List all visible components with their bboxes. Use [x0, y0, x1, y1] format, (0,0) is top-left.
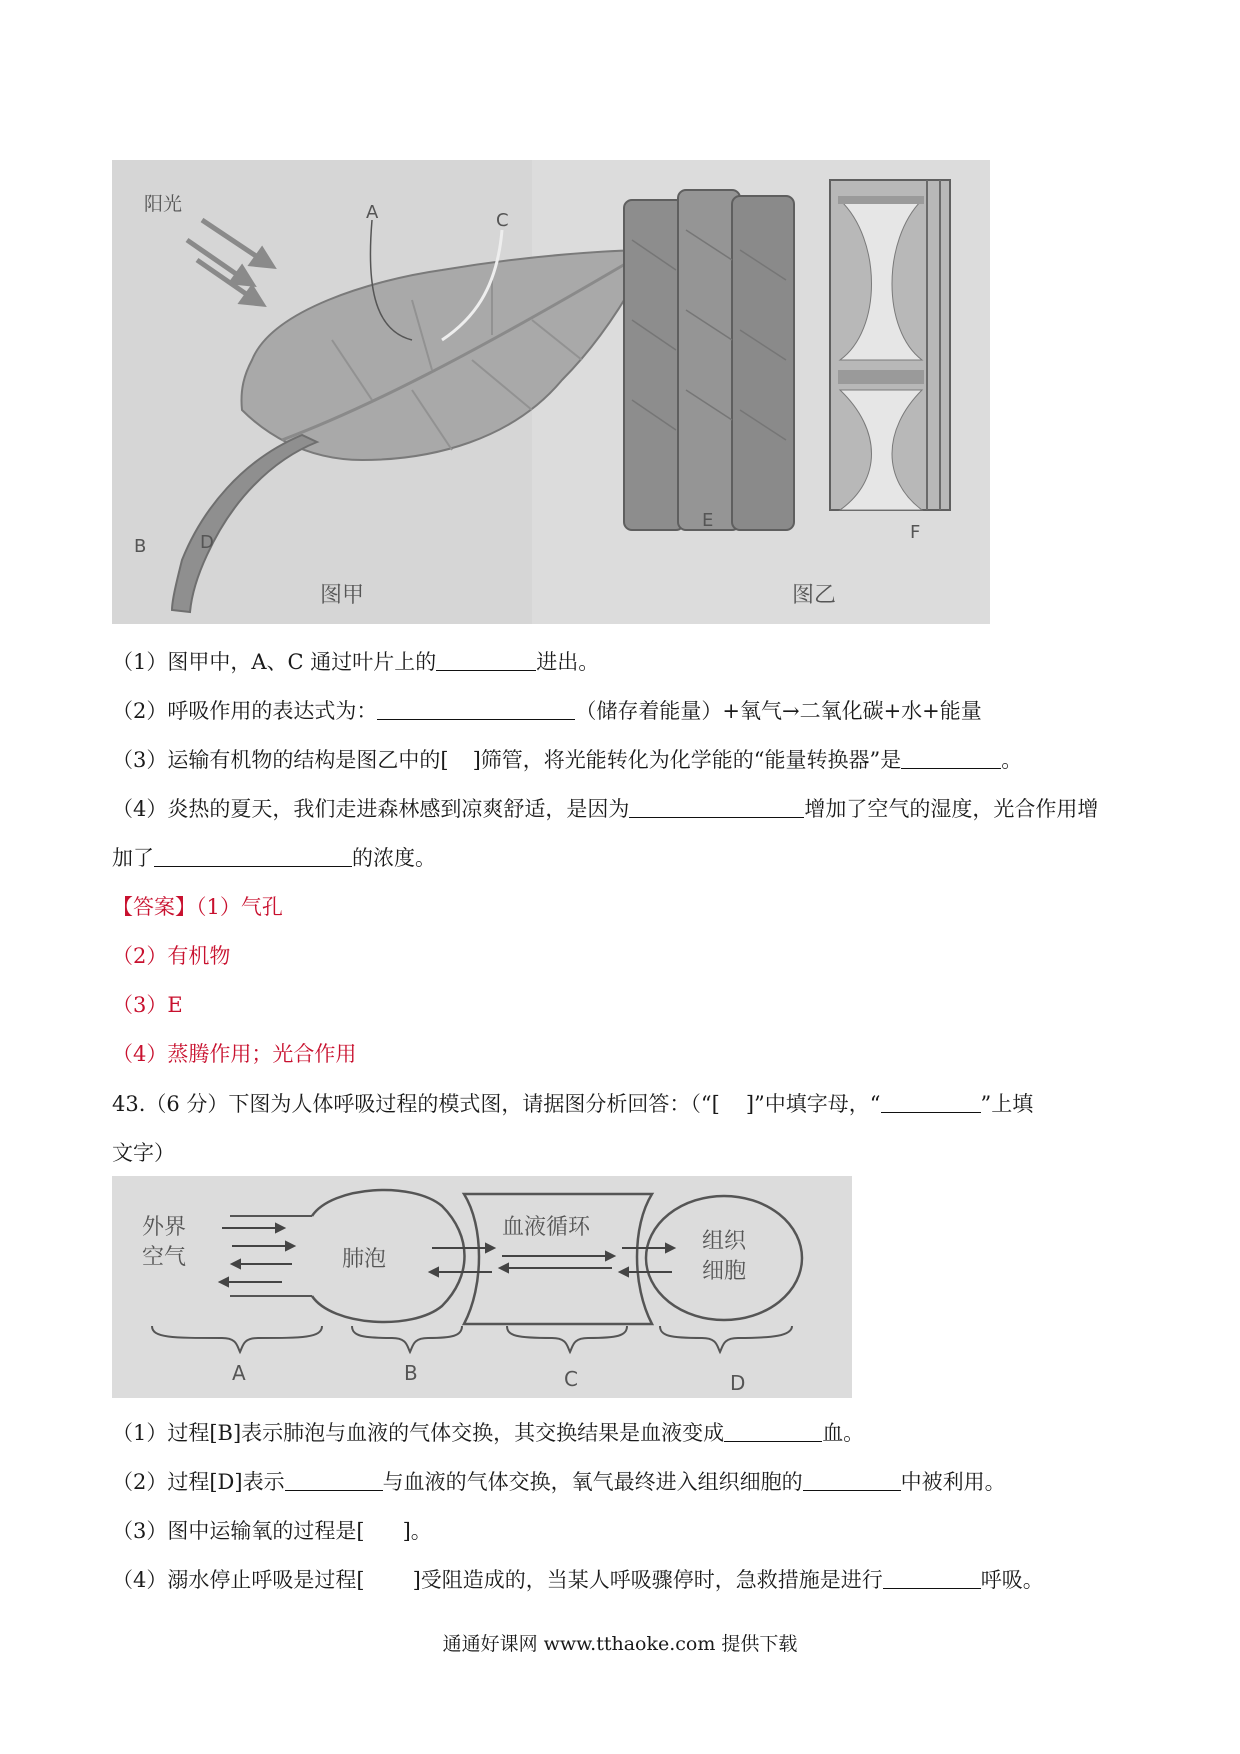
answer-blank[interactable] [883, 1568, 981, 1589]
q43-item-2: （2）过程[D]表示 与血液的气体交换，氧气最终进入组织细胞的 中被利用。 [112, 1470, 1006, 1494]
sunlight-label: 阳光 [144, 193, 183, 215]
label-process-A: A [232, 1361, 246, 1385]
label-F: F [910, 522, 921, 543]
answer-1: 【答案】（1）气孔 [112, 895, 283, 919]
figure-respiration [112, 1176, 852, 1398]
label-D: D [200, 532, 214, 553]
answer-blank[interactable] [436, 650, 536, 671]
figure-respiration-svg [112, 1176, 852, 1398]
q43-header-line2: 文字） [112, 1141, 175, 1165]
answer-2: （2）有机物 [112, 944, 231, 968]
label-tissue-2: 细胞 [702, 1259, 747, 1284]
answer-blank[interactable] [901, 748, 1001, 769]
label-blood-circulation: 血液循环 [502, 1215, 591, 1240]
answer-blank-example [881, 1092, 981, 1113]
answer-blank[interactable] [629, 797, 804, 818]
caption-figure-a: 图甲 [320, 583, 365, 608]
q43-item-1: （1）过程[B]表示肺泡与血液的气体交换，其交换结果是血液变成 血。 [112, 1421, 865, 1445]
vessel-bundle-E [624, 190, 794, 530]
label-tissue-1: 组织 [702, 1229, 747, 1254]
label-process-D: D [730, 1371, 746, 1395]
answer-blank[interactable] [154, 846, 352, 867]
answer-blank[interactable] [803, 1470, 901, 1491]
label-outside-air-2: 空气 [142, 1245, 187, 1270]
page-footer: 通通好课网 www.tthaoke.com 提供下载 [442, 1633, 798, 1655]
answer-4: （4）蒸腾作用；光合作用 [112, 1042, 357, 1066]
q43-item-4: （4）溺水停止呼吸是过程[ ]受阻造成的，当某人呼吸骤停时，急救措施是进行 呼吸。 [112, 1568, 1044, 1592]
label-E: E [702, 510, 714, 531]
answer-blank[interactable] [285, 1470, 383, 1491]
label-A: A [366, 202, 379, 223]
answer-label: 【答案】 [112, 895, 196, 919]
q43-header: 43.（6 分）下图为人体呼吸过程的模式图，请据图分析回答：（“[ ]”中填字母，“ ”上填 [112, 1092, 1034, 1116]
caption-figure-b: 图乙 [792, 583, 837, 608]
figure-leaf-svg [112, 160, 990, 624]
q42-item-2: （2）呼吸作用的表达式为： （储存着能量）+氧气→二氧化碳+水+能量 [112, 699, 982, 723]
label-process-C: C [564, 1367, 578, 1391]
sieve-tube-F [830, 180, 950, 510]
label-alveoli: 肺泡 [342, 1247, 387, 1272]
answer-3: （3）E [112, 993, 183, 1017]
q42-item-3: （3）运输有机物的结构是图乙中的[ ]筛管，将光能转化为化学能的“能量转换器”是 。 [112, 748, 1023, 772]
q42-item-4: （4）炎热的夏天，我们走进森林感到凉爽舒适，是因为 增加了空气的湿度，光合作用增 [112, 797, 1099, 821]
answer-blank[interactable] [724, 1421, 822, 1442]
label-outside-air-1: 外界 [142, 1215, 187, 1240]
label-process-B: B [404, 1361, 418, 1385]
label-B: B [134, 536, 147, 557]
q42-item-1: （1）图甲中，A、C 通过叶片上的 进出。 [112, 650, 600, 674]
q42-item-4-line2: 加了 的浓度。 [112, 846, 436, 870]
label-C: C [496, 210, 509, 231]
figure-leaf-and-vessels [112, 160, 990, 624]
q43-item-3: （3）图中运输氧的过程是[ ]。 [112, 1519, 432, 1543]
answer-blank[interactable] [377, 699, 575, 720]
